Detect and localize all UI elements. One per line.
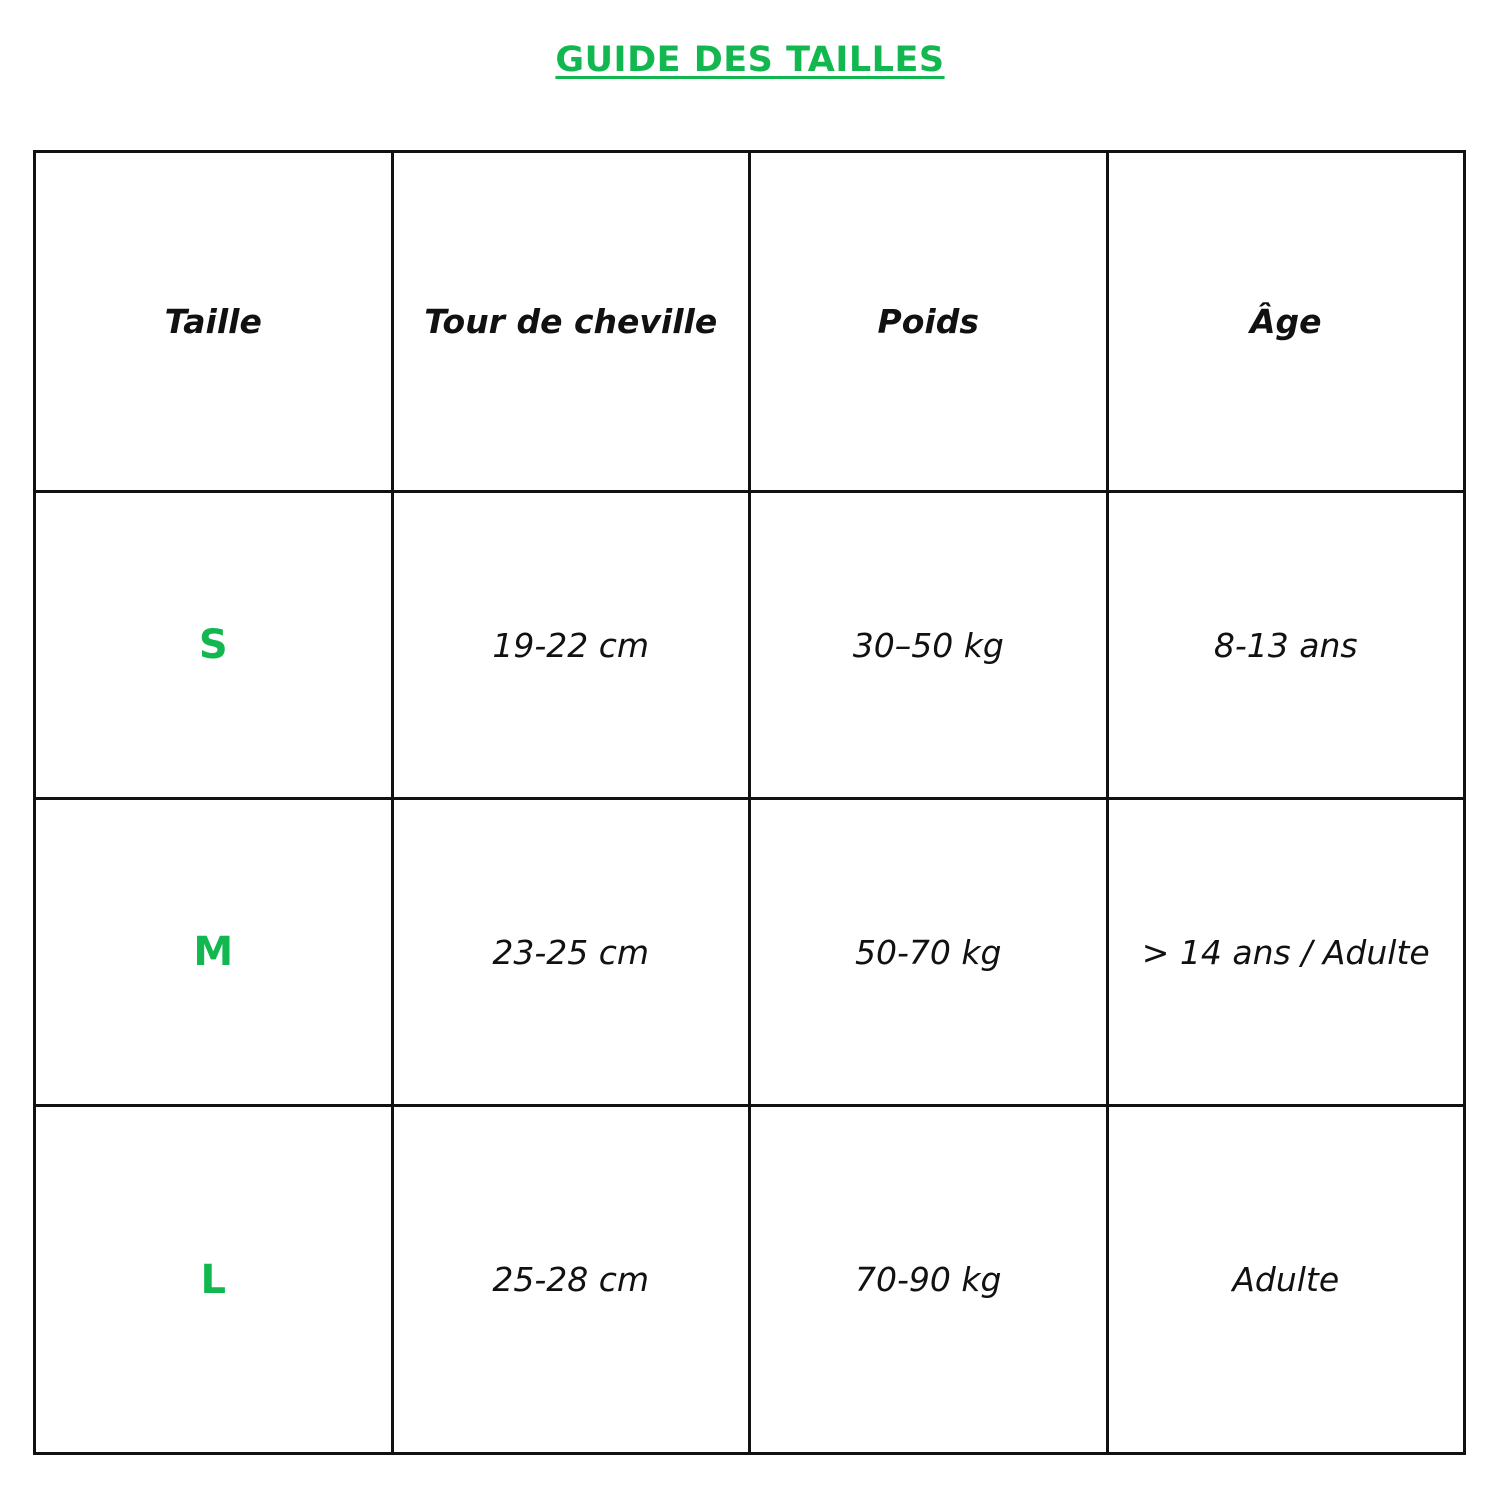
age-value: > 14 ans / Adulte (1141, 932, 1430, 972)
ankle-cell (392, 492, 750, 799)
table-row (35, 1106, 1465, 1454)
header-cell-weight (750, 152, 1108, 492)
size-cell (35, 492, 393, 799)
ankle-cell (392, 1106, 750, 1454)
size-label: S (198, 622, 228, 668)
age-value: Adulte (1232, 1260, 1340, 1299)
weight-cell (750, 1106, 1108, 1454)
ankle-cell (392, 799, 750, 1106)
age-value: 8-13 ans (1213, 625, 1358, 665)
ankle-value: 25-28 cm (492, 1260, 650, 1299)
header-cell-ankle (392, 152, 750, 492)
ankle-value: 23-25 cm (492, 932, 650, 972)
size-cell (35, 1106, 393, 1454)
age-cell (1107, 799, 1465, 1106)
header-label: Âge (1249, 302, 1322, 341)
header-label: Tour de cheville (424, 302, 718, 341)
page-title (0, 40, 1500, 80)
weight-cell (750, 492, 1108, 799)
header-cell-age (1107, 152, 1465, 492)
header-cell-size (35, 152, 393, 492)
age-cell (1107, 1106, 1465, 1454)
size-guide-table (33, 150, 1466, 1455)
page-title-text: GUIDE DES TAILLES (555, 40, 945, 80)
table-header-row (35, 152, 1465, 492)
age-cell (1107, 492, 1465, 799)
size-label: L (200, 1256, 226, 1303)
weight-value: 30–50 kg (852, 625, 1004, 665)
header-label: Poids (877, 302, 979, 341)
weight-value: 50-70 kg (855, 932, 1002, 972)
size-cell (35, 799, 393, 1106)
weight-value: 70-90 kg (855, 1260, 1002, 1299)
table-row (35, 492, 1465, 799)
table-row (35, 799, 1465, 1106)
header-label: Taille (164, 302, 262, 341)
size-label: M (193, 929, 234, 975)
ankle-value: 19-22 cm (492, 625, 650, 665)
weight-cell (750, 799, 1108, 1106)
